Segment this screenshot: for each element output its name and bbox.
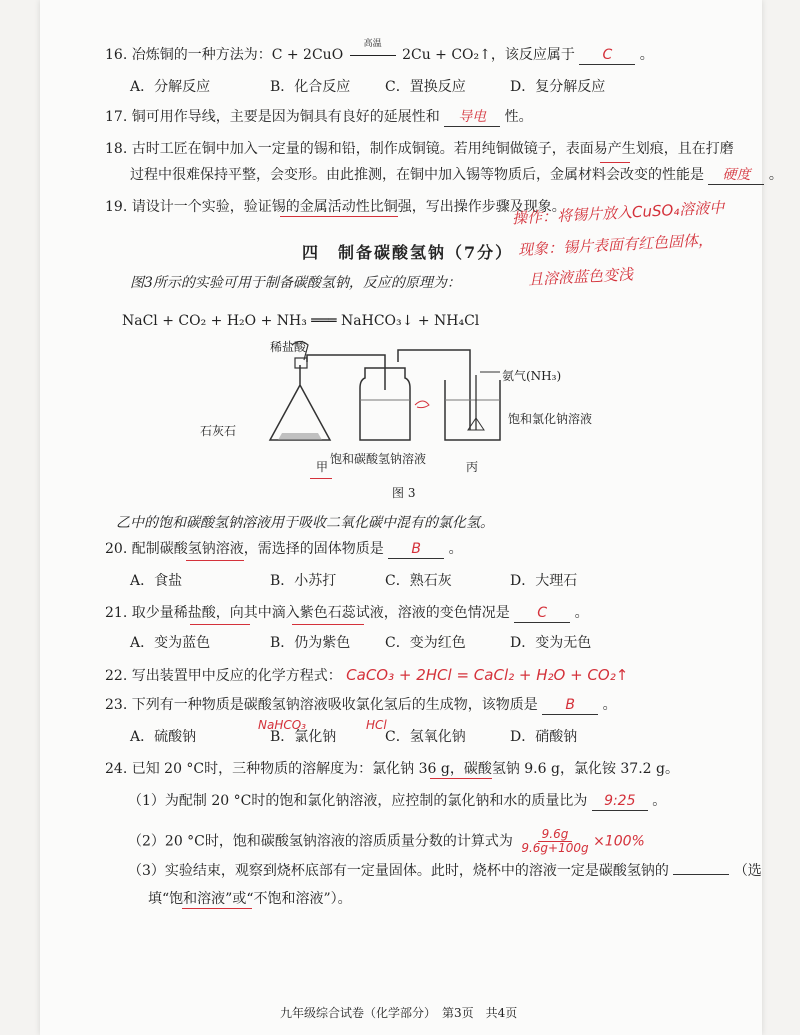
q24-sub1-answer: 9:25 xyxy=(592,792,648,811)
q20-line xyxy=(105,540,463,559)
label-jia: 甲 xyxy=(316,460,329,474)
q23-option-b: B．氯化钠 xyxy=(270,729,337,745)
label-yi-solution: 饱和碳酸氢钠溶液 xyxy=(330,452,427,466)
q20-option-a: A．食盐 xyxy=(130,573,183,589)
q20-end: 。 xyxy=(448,541,463,557)
q24-sub1-line xyxy=(128,792,666,811)
q24-sub2-text: （2）20 °C时，饱和碳酸氢钠溶液的溶质质量分数的计算式为 xyxy=(128,833,513,850)
underline-mark xyxy=(182,908,252,909)
q21-option-a: A．变为蓝色 xyxy=(130,635,211,651)
q16-arrow xyxy=(348,39,398,64)
q20-option-c: C．熟石灰 xyxy=(385,573,452,589)
figure-caption: 图 3 xyxy=(392,486,416,500)
q24-sub1-text: （1）为配制 20 °C时的饱和氯化钠溶液，应控制的氯化钠和水的质量比为 xyxy=(128,793,588,809)
note-text: 乙中的饱和碳酸氢钠溶液用于吸收二氧化碳中混有的氯化氢。 xyxy=(116,515,494,531)
q16-option-d: D．复分解反应 xyxy=(510,79,606,95)
label-ammonia: 氨气(NH₃) xyxy=(502,369,562,383)
q23-option-a: A．硫酸钠 xyxy=(130,729,197,745)
label-nacl-solution: 饱和氯化钠溶液 xyxy=(508,412,593,426)
q18-end: 。 xyxy=(768,167,783,183)
q21-option-c: C．变为红色 xyxy=(385,635,466,651)
q16-line xyxy=(105,39,654,65)
q16-eq-tail: 2Cu + CO₂↑，该反应属于 xyxy=(402,47,575,63)
q22-line xyxy=(105,666,628,685)
underline-mark xyxy=(292,624,364,625)
label-dilute-hcl: 稀盐酸 xyxy=(270,340,307,354)
q18-line2 xyxy=(130,166,783,185)
q16-condition: 高温 xyxy=(363,39,382,49)
q23-option-d: D．硝酸钠 xyxy=(510,729,578,745)
q21-option-b: B．仍为紫色 xyxy=(270,635,351,651)
q21-option-d: D．变为无色 xyxy=(510,635,592,651)
q20-option-d: D．大理石 xyxy=(510,573,578,589)
q24-sub3-text: （3）实验结束，观察到烧杯底部有一定量固体。此时，烧杯中的溶液一定是碳酸氢钠的 xyxy=(128,863,669,879)
q20-option-b: B．小苏打 xyxy=(270,573,337,589)
q24-sub3-line1 xyxy=(128,862,762,880)
underline-mark xyxy=(430,778,492,779)
q18-line1: 18. 古时工匠在铜中加入一定量的锡和铅，制作成铜镜。若用纯铜做镜子，表面易产生划痕，且在打磨 xyxy=(105,141,734,157)
limestone-solid xyxy=(278,433,322,440)
q17-end: 性。 xyxy=(504,109,533,125)
q16-option-b: B．化合反应 xyxy=(270,79,351,95)
underline-mark xyxy=(186,560,244,561)
label-limestone: 石灰石 xyxy=(200,424,237,438)
q21-end: 。 xyxy=(574,605,589,621)
q24-sub1-end: 。 xyxy=(652,793,667,809)
q18-line2-text: 过程中很难保持平整，会变形。由此推测，在铜中加入锡等物质后，金属材料会改变的性能是 xyxy=(130,167,704,183)
q23-option-c: C．氢氧化钠 xyxy=(385,729,466,745)
q23-handwriting-b: HCl xyxy=(366,718,387,732)
q17-text: 17. 铜可用作导线，主要是因为铜具有良好的延展性和 xyxy=(105,109,440,125)
flask-jia xyxy=(270,365,330,440)
q23-line xyxy=(105,696,617,715)
beaker-bing xyxy=(445,380,500,440)
page-footer: 九年级综合试卷（化学部分） 第3页 共4页 xyxy=(280,1006,518,1020)
q22-answer: CaCO₃ + 2HCl = CaCl₂ + H₂O + CO₂↑ xyxy=(346,666,629,684)
underline-mark xyxy=(600,162,630,163)
q24-sub3-tail: （选 xyxy=(733,863,762,879)
q23-end: 。 xyxy=(602,697,617,713)
q18-answer: 硬度 xyxy=(708,166,764,185)
exam-page xyxy=(40,0,783,1035)
tube-yi-bing xyxy=(398,350,470,430)
q19-handwriting-1: 操作：将锡片放入CuSO₄溶液中 xyxy=(511,198,725,228)
q24-sub2-numerator: 9.6g xyxy=(538,828,573,842)
tube-jia-yi xyxy=(307,355,385,390)
q24-sub3-blank[interactable] xyxy=(673,874,729,875)
q19-handwriting-2: 现象：锡片表面有红色固体， xyxy=(517,230,714,260)
q19-handwriting-3: 且溶液蓝色变浅 xyxy=(527,265,634,289)
q24-sub2-line xyxy=(128,828,645,855)
q21-answer: C xyxy=(514,604,570,623)
q24-sub2-denominator: 9.6g+100g xyxy=(521,841,589,855)
q23-handwriting-a: NaHCO₃ xyxy=(258,718,306,732)
reaction-equation: NaCl + CO₂ + H₂O + NH₃ ═══ NaHCO₃↓ + NH₄Cl xyxy=(122,313,480,329)
section-title: 四 制备碳酸氢钠（7分） xyxy=(302,243,514,262)
label-bing: 丙 xyxy=(466,460,479,474)
q24-sub3-line2: 填“饱和溶液”或“不饱和溶液”）。 xyxy=(148,891,352,907)
red-scribble xyxy=(415,401,429,408)
q17-line xyxy=(105,108,533,127)
underline-mark xyxy=(190,624,250,625)
q16-option-a: A．分解反应 xyxy=(130,79,211,95)
q20-answer: B xyxy=(388,540,444,559)
q24-sub2-percent: ×100% xyxy=(593,833,645,850)
q16-option-c: C．置换反应 xyxy=(385,79,466,95)
q21-text: 21. 取少量稀盐酸，向其中滴入紫色石蕊试液，溶液的变色情况是 xyxy=(105,605,510,621)
flask-stopper xyxy=(295,358,307,368)
q16-text: 16. 冶炼铜的一种方法为：C + 2CuO xyxy=(105,47,344,63)
q20-text: 20. 配制碳酸氢钠溶液，需选择的固体物质是 xyxy=(105,541,384,557)
q23-answer: B xyxy=(542,696,598,715)
q17-answer: 导电 xyxy=(444,108,500,127)
q16-end: 。 xyxy=(639,47,654,63)
q23-text: 23. 下列有一种物质是碳酸氢钠溶液吸收氯化氢后的生成物，该物质是 xyxy=(105,697,538,713)
q22-text: 22. 写出装置甲中反应的化学方程式： xyxy=(105,668,342,684)
q16-answer: C xyxy=(579,46,635,65)
q21-line xyxy=(105,604,589,623)
underline-mark xyxy=(280,216,398,217)
q24-text: 24. 已知 20 °C时，三种物质的溶解度为：氯化钠 36 g，碳酸氢钠 9.6 g，氯化铵 37.2 g。 xyxy=(105,761,679,777)
q24-sub2-fraction xyxy=(521,828,588,855)
q19-text: 19. 请设计一个实验，验证锡的金属活动性比铜强，写出操作步骤及现象。 xyxy=(105,199,566,215)
underline-mark xyxy=(310,478,332,479)
section-intro: 图3所示的实验可用于制备碳酸氢钠，反应的原理为： xyxy=(130,275,461,291)
